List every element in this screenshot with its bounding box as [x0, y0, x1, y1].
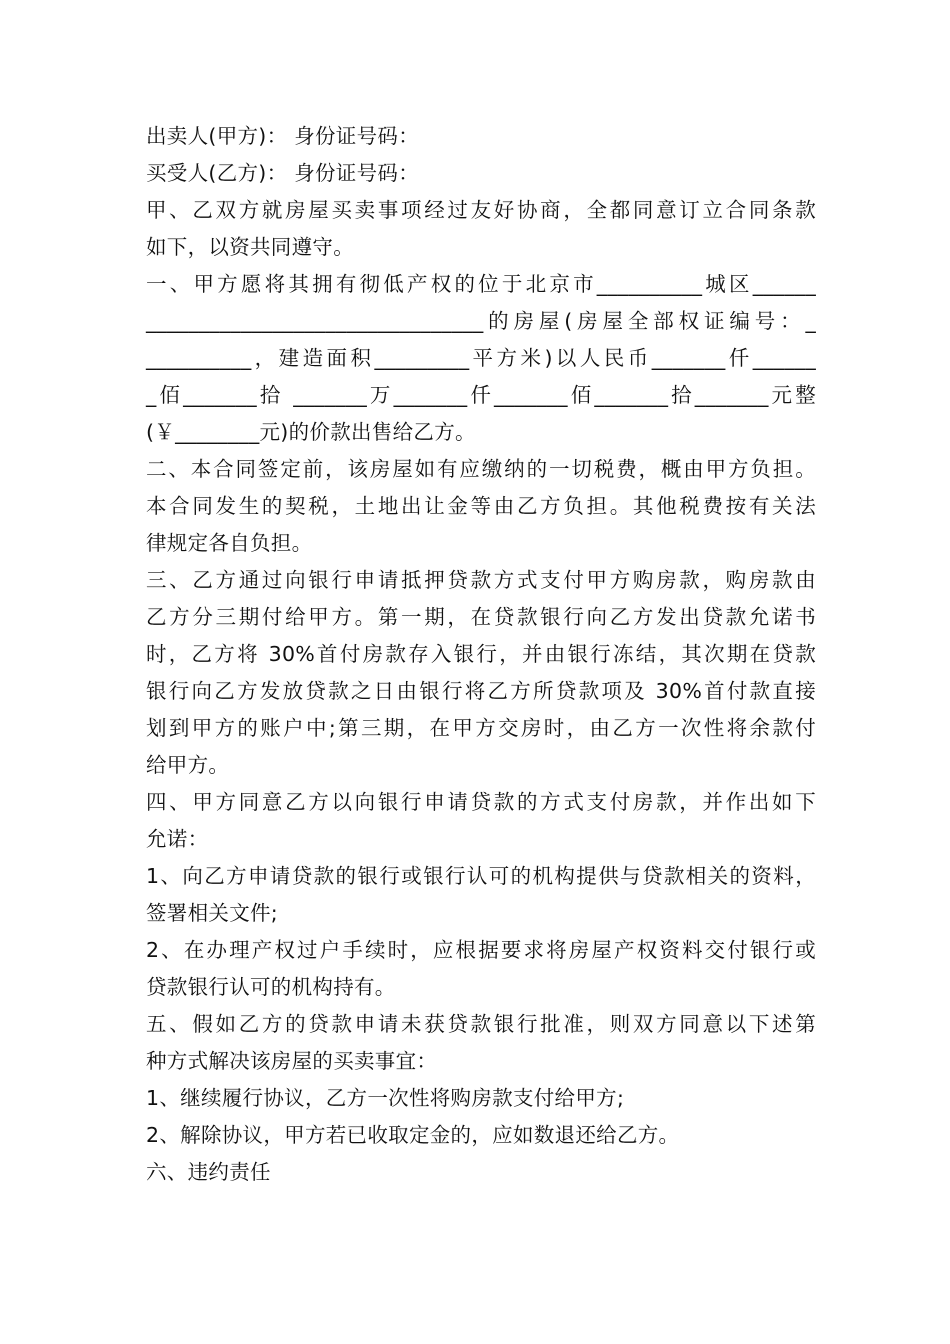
clause-5-line: 种方式解决该房屋的买卖事宜： [146, 1049, 438, 1073]
clause-1-line: _佰_______拾 _______万_______仟_______佰_______拾_______元整 [146, 383, 816, 407]
clause-3-line: 三、乙方通过向银行申请抵押贷款方式支付甲方购房款，购房款由 [146, 568, 816, 592]
buyer-line: 买受人(乙方)： 身份证号码： [146, 161, 420, 185]
clause-3-line: 时，乙方将 30%首付房款存入银行，并由银行冻结，其次期在贷款 [146, 642, 816, 666]
clause-4-line: 允诺： [146, 827, 209, 851]
clause-4-item-2-line: 贷款银行认可的机构持有。 [146, 975, 396, 999]
clause-1-line: ________________________________的房屋(房屋全部权证编号：_ [146, 309, 816, 333]
clause-1-line: 一、甲方愿将其拥有彻低产权的位于北京市__________城区______ [146, 272, 816, 296]
paragraph-intro-line: 甲、乙双方就房屋买卖事项经过友好协商，全都同意订立合同条款 [146, 198, 816, 222]
clause-5-line: 五、假如乙方的贷款申请未获贷款银行批准，则双方同意以下述第 [146, 1012, 816, 1036]
clause-3-line: 划到甲方的账户中;第三期，在甲方交房时，由乙方一次性将余款付 [146, 716, 816, 740]
clause-3-line: 乙方分三期付给甲方。第一期，在贷款银行向乙方发出贷款允诺书 [146, 605, 816, 629]
clause-4-item-1-line: 1、向乙方申请贷款的银行或银行认可的机构提供与贷款相关的资料， [146, 864, 816, 888]
clause-4-item-2-line: 2、在办理产权过户手续时，应根据要求将房屋产权资料交付银行或 [146, 938, 816, 962]
seller-line: 出卖人(甲方)： 身份证号码： [146, 124, 420, 148]
clause-3-line: 银行向乙方发放贷款之日由银行将乙方所贷款项及 30%首付款直接 [146, 679, 816, 703]
clause-2-line: 本合同发生的契税，土地出让金等由乙方负担。其他税费按有关法 [146, 494, 816, 518]
clause-5-item-2-line: 2、解除协议，甲方若已收取定金的，应如数退还给乙方。 [146, 1123, 680, 1147]
clause-2-line: 律规定各自负担。 [146, 531, 313, 555]
clause-4-item-1-line: 签署相关文件; [146, 901, 279, 925]
document-body [146, 118, 816, 1191]
clause-2-line: 二、本合同签定前，该房屋如有应缴纳的一切税费，概由甲方负担。 [146, 457, 816, 481]
clause-6-heading: 六、违约责任 [146, 1160, 271, 1184]
paragraph-intro-line: 如下，以资共同遵守。 [146, 235, 354, 259]
clause-5-item-1-line: 1、继续履行协议，乙方一次性将购房款支付给甲方; [146, 1086, 625, 1110]
clause-1-line: __________，建造面积_________平方米)以人民币_______仟______ [146, 346, 816, 370]
clause-4-line: 四、甲方同意乙方以向银行申请贷款的方式支付房款，并作出如下 [146, 790, 816, 814]
clause-1-line: (￥________元)的价款出售给乙方。 [146, 420, 476, 444]
clause-3-line: 给甲方。 [146, 753, 230, 777]
